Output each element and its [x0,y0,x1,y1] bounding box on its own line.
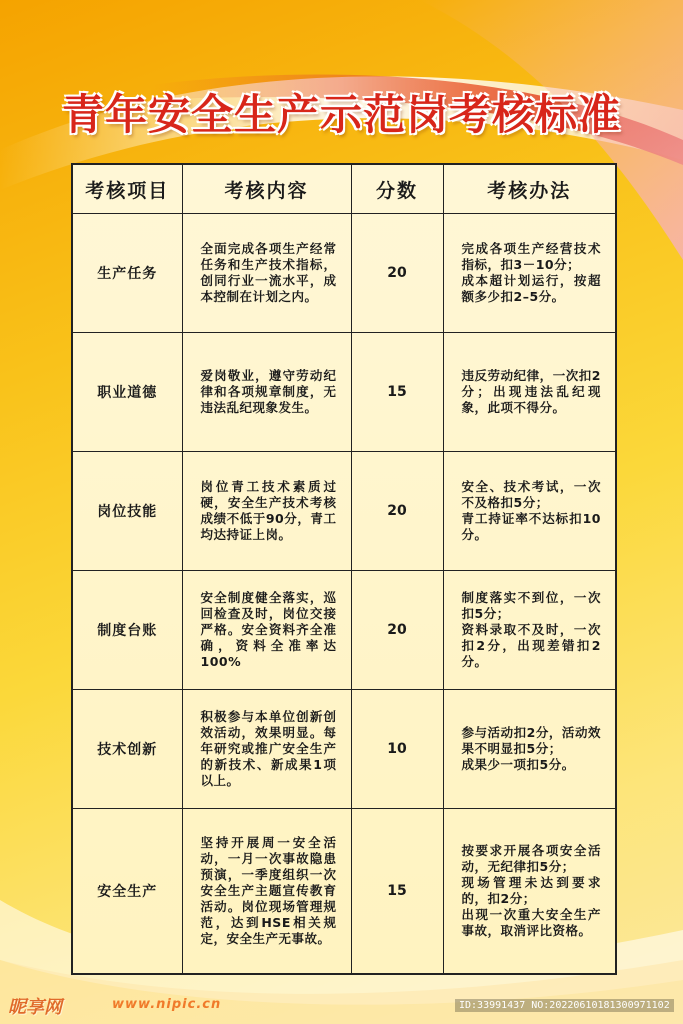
table-row [72,571,616,690]
row-content: 积极参与本单位创新创效活动，效果明显。每年研究或推广安全生产的新技术、新成果1项以上。 [200,709,337,788]
row-score: 10 [351,690,443,809]
row-content-cell [182,214,351,333]
table-row [72,214,616,333]
row-method-cell [443,571,616,690]
table-row [72,333,616,452]
row-score: 15 [351,333,443,452]
row-score: 20 [351,214,443,333]
table-row [72,690,616,809]
header-content: 考核内容 [182,164,351,214]
row-score: 20 [351,452,443,571]
row-item: 技术创新 [72,690,182,809]
header-score: 分数 [351,164,443,214]
row-content-cell [182,809,351,975]
table-row [72,809,616,975]
row-method-cell [443,809,616,975]
header-item: 考核项目 [72,164,182,214]
row-content: 爱岗敬业，遵守劳动纪律和各项规章制度，无违法乱纪现象发生。 [200,368,337,415]
row-method: 制度落实不到位，一次扣5分； 资料录取不及时，一次扣2分，出现差错扣2分。 [461,590,601,669]
row-item: 生产任务 [72,214,182,333]
page-title: 青年安全生产示范岗考核标准 [61,90,621,139]
row-content-cell [182,452,351,571]
row-content-cell [182,333,351,452]
row-item: 制度台账 [72,571,182,690]
row-method: 完成各项生产经营技术指标，扣3－10分； 成本超计划运行，按超额多少扣2–5分。 [461,241,601,304]
row-item: 岗位技能 [72,452,182,571]
row-method-cell [443,690,616,809]
row-item: 职业道德 [72,333,182,452]
assessment-table [71,163,617,975]
row-item: 安全生产 [72,809,182,975]
image-id-label: ID:33991437 NO:20220610181300971102 [455,999,674,1012]
row-method-cell [443,333,616,452]
row-content: 全面完成各项生产经常任务和生产技术指标，创同行业一流水平，成本控制在计划之内。 [200,241,337,304]
table-header-row [72,164,616,214]
row-method-cell [443,452,616,571]
row-content-cell [182,690,351,809]
row-score: 20 [351,571,443,690]
row-content: 坚持开展周一安全活动，一月一次事故隐患预演，一季度组织一次安全生产主题宣传教育活动。岗位现场管理规范，达到HSE相关规定，安全生产无事故。 [200,835,337,946]
row-method-cell [443,214,616,333]
row-content: 岗位青工技术素质过硬，安全生产技术考核成绩不低于90分，青工均达持证上岗。 [200,479,337,542]
row-method: 安全、技术考试，一次不及格扣5分； 青工持证率不达标扣10分。 [461,479,601,542]
row-method: 按要求开展各项安全活动，无纪律扣5分； 现场管理未达到要求的，扣2分； 出现一次重大安全生产事故，取消评比资格。 [461,843,601,938]
watermark-logo: 昵享网 [8,997,62,1018]
watermark-url: www.nipic.cn [112,997,222,1012]
row-content: 安全制度健全落实，巡回检查及时，岗位交接严格。安全资料齐全准确，资料全准率达100% [200,590,337,669]
row-score: 15 [351,809,443,975]
table-row [72,452,616,571]
row-method: 违反劳动纪律，一次扣2分；出现违法乱纪现象，此项不得分。 [461,368,601,415]
row-method: 参与活动扣2分，活动效果不明显扣5分； 成果少一项扣5分。 [461,725,601,772]
header-method: 考核办法 [443,164,616,214]
row-content-cell [182,571,351,690]
